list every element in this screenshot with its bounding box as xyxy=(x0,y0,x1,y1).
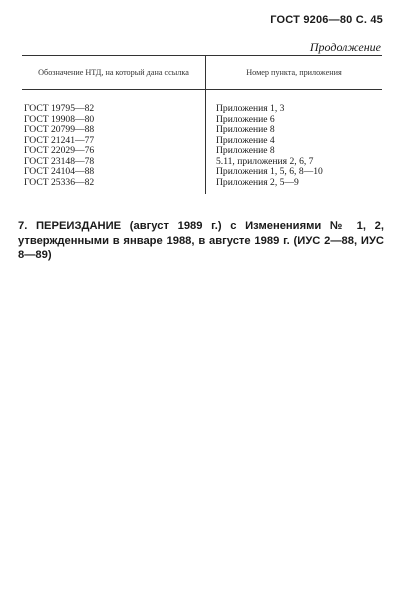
table-cell-document: ГОСТ 21241—77 xyxy=(22,136,206,147)
table-cell-document: ГОСТ 22029—76 xyxy=(22,146,206,157)
table-row xyxy=(22,178,382,195)
table-cell-clause: Приложение 6 xyxy=(216,113,275,125)
table-row xyxy=(22,167,382,178)
table-cell-clause: Приложения 1, 3 xyxy=(216,103,285,114)
table-cell-document: ГОСТ 25336—82 xyxy=(22,178,206,195)
table-cell-clause: 5.11, приложения 2, 6, 7 xyxy=(216,155,314,167)
table-row xyxy=(22,90,382,115)
table-cell-document: ГОСТ 23148—78 xyxy=(22,157,206,168)
table-cell-clause: Приложения 1, 5, 6, 8—10 xyxy=(216,166,323,177)
continuation-label: Продолжение xyxy=(309,40,381,54)
table-cell-clause: Приложение 4 xyxy=(216,134,275,146)
table-cell-document: ГОСТ 20799—88 xyxy=(22,125,206,136)
table-cell-clause: Приложение 8 xyxy=(216,145,275,156)
column-header-document: Обозначение НТД, на который дана ссылка xyxy=(22,56,206,90)
page-header: ГОСТ 9206—80 С. 45 xyxy=(270,14,383,26)
table-cell-document: ГОСТ 19908—80 xyxy=(22,115,206,126)
reissue-note: 7. ПЕРЕИЗДАНИЕ (август 1989 г.) с Изменениями № 1, 2, утвержденными в январе 1988, в августе 1989 г. (ИУС 2—88, ИУС 8—89) xyxy=(18,220,384,262)
table-cell-clause: Приложение 8 xyxy=(216,124,275,135)
column-header-clause: Номер пункта, приложения xyxy=(206,56,383,90)
table-header-row xyxy=(22,56,382,90)
table-cell-document: ГОСТ 24104—88 xyxy=(22,167,206,178)
table-cell-clause: Приложения 2, 5—9 xyxy=(216,176,299,188)
table-row xyxy=(22,125,382,136)
table-row xyxy=(22,146,382,157)
table-cell-document: ГОСТ 19795—82 xyxy=(22,90,206,115)
reference-table xyxy=(22,55,382,194)
